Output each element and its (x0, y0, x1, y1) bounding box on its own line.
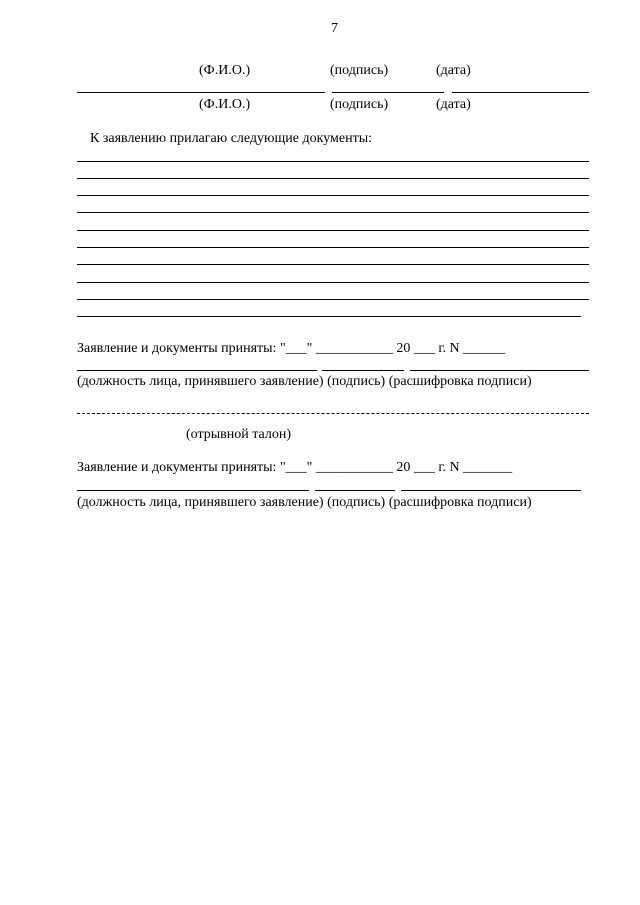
attachment-line (77, 195, 589, 196)
page-number: 7 (331, 21, 338, 36)
signature-caption-2: (подпись) (330, 97, 389, 112)
stub-accepted-statement: Заявление и документы приняты: "___" ___________ 20 ___ г. N _______ (77, 460, 513, 475)
attachment-line (77, 230, 589, 231)
tear-off-separator (77, 413, 589, 414)
stub-signature-line (315, 490, 395, 491)
stub-position-line (77, 490, 309, 491)
attachments-intro: К заявлению прилагаю следующие документы: (90, 131, 373, 146)
signature-decode-line (410, 370, 589, 371)
stub-signature-decode-line (401, 490, 581, 491)
attachment-line (77, 282, 589, 283)
date-line (452, 92, 589, 93)
signature-caption-1: (подпись) (330, 63, 389, 78)
attachment-line (77, 264, 589, 265)
date-caption-2: (дата) (436, 97, 471, 112)
name-caption-1: (Ф.И.О.) (199, 63, 251, 78)
attachment-line (77, 299, 589, 300)
attachment-line (77, 161, 589, 162)
name-caption-2: (Ф.И.О.) (199, 97, 251, 112)
attachment-line (77, 247, 589, 248)
signature-line (332, 92, 444, 93)
accepted-statement: Заявление и документы приняты: "___" ___________ 20 ___ г. N ______ (77, 341, 506, 356)
stub-accepted-labels: (должность лица, принявшего заявление) (подпись) (расшифровка подписи) (77, 495, 532, 510)
position-line (77, 370, 317, 371)
date-caption-1: (дата) (436, 63, 471, 78)
attachment-line (77, 212, 589, 213)
name-line (77, 92, 325, 93)
attachment-line (77, 316, 581, 317)
attachment-line (77, 178, 589, 179)
signature-line (322, 370, 404, 371)
accepted-labels: (должность лица, принявшего заявление) (подпись) (расшифровка подписи) (77, 374, 532, 389)
tear-off-label: (отрывной талон) (186, 427, 292, 442)
